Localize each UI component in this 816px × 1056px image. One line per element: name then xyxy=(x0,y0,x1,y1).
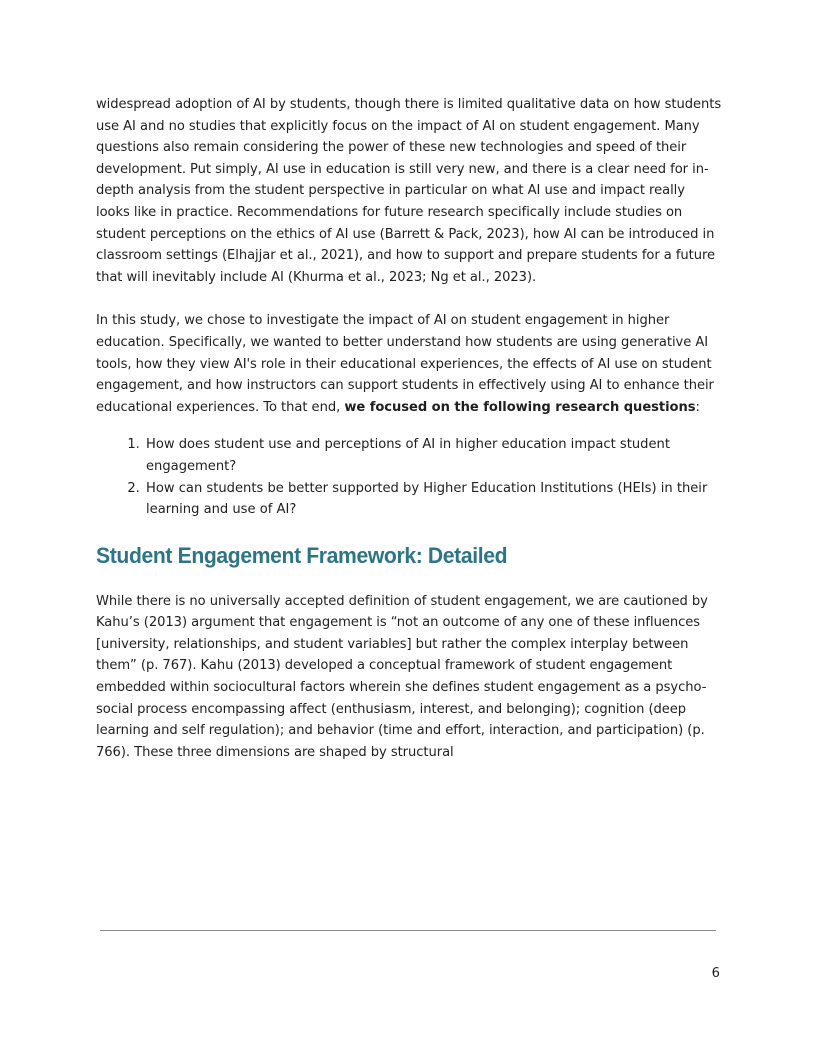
body-paragraph-2 xyxy=(96,310,722,418)
paragraph-spacer xyxy=(96,288,722,310)
research-questions-list xyxy=(96,434,722,520)
section-heading: Student Engagement Framework: Detailed xyxy=(96,542,508,568)
paragraph-2-bold-text: we focused on the following research questions xyxy=(344,399,696,415)
body-paragraph-1: widespread adoption of AI by students, though there is limited qualitative data on how students use AI and no studies that explicitly focus on the impact of AI on student engagement. Many questions also remain considering the power of these new technologies and speed of their development. Put simply, AI use in education is still very new, and there is a clear need for in-depth analysis from the student perspective in particular on what AI use and impact really looks like in practice. Recommendations for future research specifically include studies on student perceptions on the ethics of AI use (Barrett & Pack, 2023), how AI can be introduced in classroom settings (Elhajjar et al., 2021), and how to support and prepare students for a future that will inevitably include AI (Khurma et al., 2023; Ng et al., 2023). xyxy=(96,97,722,285)
paragraph-2-tail: : xyxy=(695,399,700,415)
document-page xyxy=(96,94,722,763)
research-question-1: 1. How does student use and perceptions of AI in higher education impact student engagement? xyxy=(144,434,722,477)
page-number: 6 xyxy=(711,966,720,981)
footer-divider xyxy=(100,930,716,931)
section-paragraph: While there is no universally accepted definition of student engagement, we are cautioned by Kahu’s (2013) argument that engagement is “not an outcome of any one of these influences [university, relationships, and student variables] but rather the complex interplay between them” (p. 767). Kahu (2013) developed a conceptual framework of student engagement embedded within sociocultural factors wherein she defines student engagement as a psycho-social process encompassing affect (enthusiasm, interest, and belonging); cognition (deep learning and self regulation); and behavior (time and effort, interaction, and participation) (p. 766). These three dimensions are shaped by structural xyxy=(96,593,708,760)
research-question-2: 2. How can students be better supported by Higher Education Institutions (HEIs) in their learning and use of AI? xyxy=(144,478,722,521)
paragraph-2-text: In this study, we chose to investigate the impact of AI on student engagement in higher education. Specifically, we wanted to better understand how students are using generative AI tools, how they view AI's role in their educational experiences, the effects of AI use on student engagement, and how instructors can support students in effectively using AI to enhance their educational experiences. To that end, xyxy=(96,313,714,415)
